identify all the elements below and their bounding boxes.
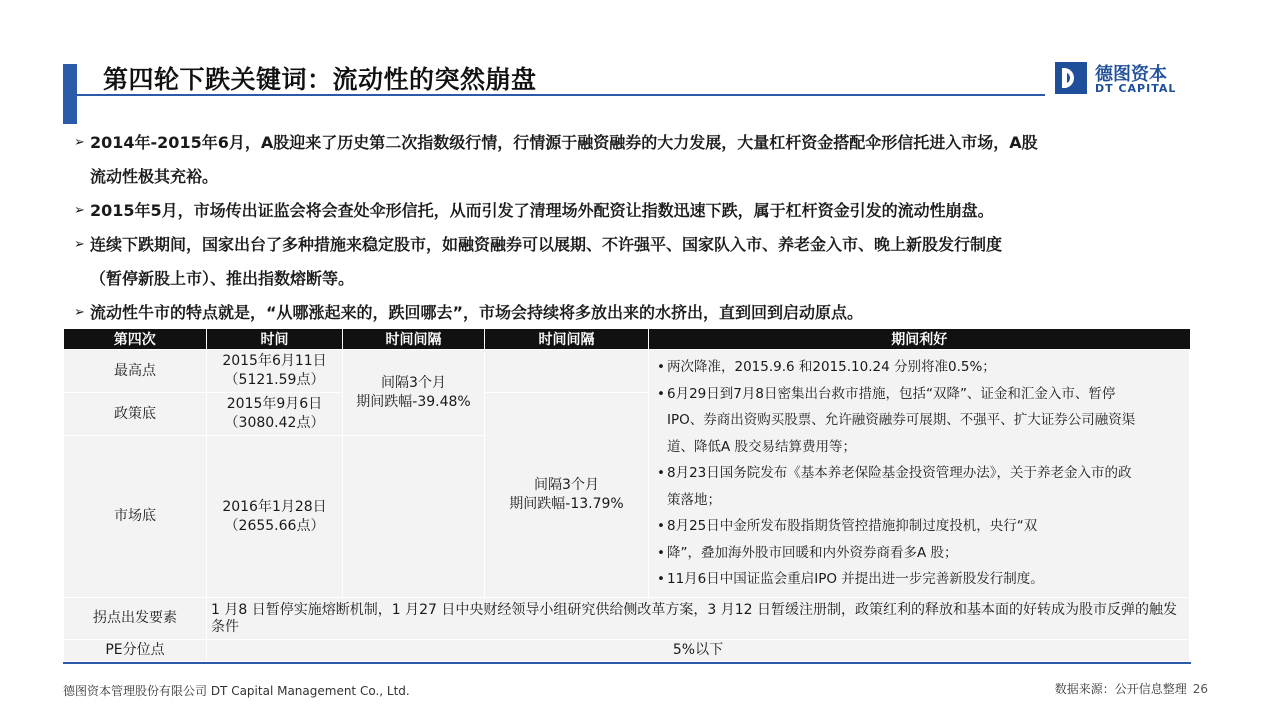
table-row: [64, 598, 1190, 640]
time-cell: [207, 436, 343, 598]
logo-en-text: DT CAPITAL: [1095, 82, 1177, 95]
benefit-item: • 两次降准，2015.9.6 和2015.10.24 分别将准0.5%；: [667, 354, 1183, 381]
bullet-item: [74, 228, 1189, 296]
factor-label: 拐点出发要素: [64, 598, 207, 640]
benefit-item: [667, 381, 1183, 461]
arrow-bullet-icon: ➢: [74, 305, 85, 320]
bullet-line: 流动性极其充裕。: [90, 167, 219, 186]
bullet-line: 连续下跌期间，国家出台了多种措施来稳定股市，如融资融券可以展期、不许强平、国家队入市、养老金入市、晚上新股发行制度: [90, 235, 1003, 254]
decline-table: [63, 329, 1190, 662]
bullet-item: [74, 296, 1189, 330]
time-date: 2015年6月11日: [222, 353, 327, 369]
pe-label: PE分位点: [64, 640, 207, 662]
interval-empty-cell: [485, 350, 649, 393]
interval-cell-1: [343, 350, 485, 436]
interval-empty-cell: [343, 436, 485, 598]
benefits-cell: [649, 350, 1190, 598]
page-number: 26: [1192, 682, 1208, 696]
bullet-item: [74, 126, 1189, 194]
benefit-line: 策落地；: [667, 491, 721, 508]
time-value: （3080.42点）: [224, 415, 325, 431]
company-logo: [1055, 60, 1185, 98]
interval-cell-2: [485, 393, 649, 598]
title-underline: [77, 94, 1045, 96]
row-label-market-bottom: 市场底: [64, 436, 207, 598]
benefits-list: [655, 354, 1183, 593]
table-header-cell: 期间利好: [649, 329, 1190, 350]
footer-source-group: [1055, 680, 1208, 697]
logo-d-icon: [1055, 62, 1087, 94]
benefit-line: 8月23日国务院发布《基本养老保险基金投资管理办法》，关于养老金入市的政: [667, 465, 1132, 481]
benefit-item: • 降”，叠加海外股市回暖和内外资券商看多A 股；: [667, 540, 1183, 567]
benefit-item: • 8月25日中金所发布股指期货管控措施抑制过度投机，央行“双: [667, 513, 1183, 540]
title-accent-bar: [63, 64, 77, 124]
table-header-cell: 时间: [207, 329, 343, 350]
interval-text: 间隔3个月: [381, 374, 446, 391]
row-label-peak: 最高点: [64, 350, 207, 393]
time-value: （2655.66点）: [224, 517, 325, 534]
arrow-bullet-icon: ➢: [74, 135, 85, 150]
logo-cn-text: 德图资本: [1095, 64, 1167, 85]
benefit-line: 6月29日到7月8日密集出台救市措施，包括“双降”、证金和汇金入市、暂停: [667, 385, 1116, 402]
interval-text: 期间跌幅-39.48%: [356, 393, 471, 410]
time-cell: [207, 393, 343, 436]
footer-source: 数据来源：公开信息整理: [1054, 682, 1187, 696]
footer-divider: [63, 662, 1191, 664]
arrow-bullet-icon: ➢: [74, 237, 85, 252]
table-header-cell: 时间间隔: [343, 329, 485, 350]
benefit-item: [667, 460, 1183, 513]
table-header-cell: 第四次: [64, 329, 207, 350]
bullet-line: （暂停新股上市）、推出指数熔断等。: [90, 269, 355, 288]
benefit-item: • 11月6日中国证监会重启IPO 并提出进一步完善新股发行制度。: [667, 566, 1183, 593]
bullet-item: [74, 194, 1189, 228]
benefit-line: 道、降低A 股交易结算费用等；: [667, 438, 857, 455]
bullet-line: 2015年5月，市场传出证监会将会查处伞形信托，从而引发了清理场外配资让指数迅速下跌，属于杠杆资金引发的流动性崩盘。: [90, 201, 994, 220]
bullet-line: 流动性牛市的特点就是，“从哪涨起来的，跌回哪去”，市场会持续将多放出来的水挤出，直到回到启动原点。: [90, 303, 864, 322]
table-header-cell: 时间间隔: [485, 329, 649, 350]
benefit-line: IPO、券商出资购买股票、允许融资融券可展期、不强平、扩大证券公司融资渠: [667, 412, 1136, 428]
page-title: 第四轮下跌关键词：流动性的突然崩盘: [103, 65, 537, 94]
table-row: [64, 350, 1190, 393]
time-date: 2016年1月28日: [222, 498, 327, 515]
factor-text: 1 月8 日暂停实施熔断机制，1 月27 日中央财经领导小组研究供给侧改革方案，3 月12 日暂缓注册制，政策红利的释放和基本面的好转成为股市反弹的触发条件: [207, 598, 1190, 640]
time-cell: [207, 350, 343, 393]
table-row: [64, 640, 1190, 662]
arrow-bullet-icon: ➢: [74, 203, 85, 218]
pe-value: 5%以下: [207, 640, 1190, 662]
interval-text: 间隔3个月: [534, 477, 599, 493]
bullet-list: [74, 126, 1189, 330]
footer-company: 德图资本管理股份有限公司 DT Capital Management Co., Ltd.: [63, 684, 410, 698]
bullet-line: 2014年-2015年6月，A股迎来了历史第二次指数级行情，行情源于融资融券的大力发展，大量杠杆资金搭配伞形信托进入市场，A股: [90, 133, 1038, 152]
time-value: （5121.59点）: [224, 372, 325, 388]
row-label-policy-bottom: 政策底: [64, 393, 207, 436]
time-date: 2015年9月6日: [226, 396, 323, 412]
interval-text: 期间跌幅-13.79%: [509, 496, 624, 512]
